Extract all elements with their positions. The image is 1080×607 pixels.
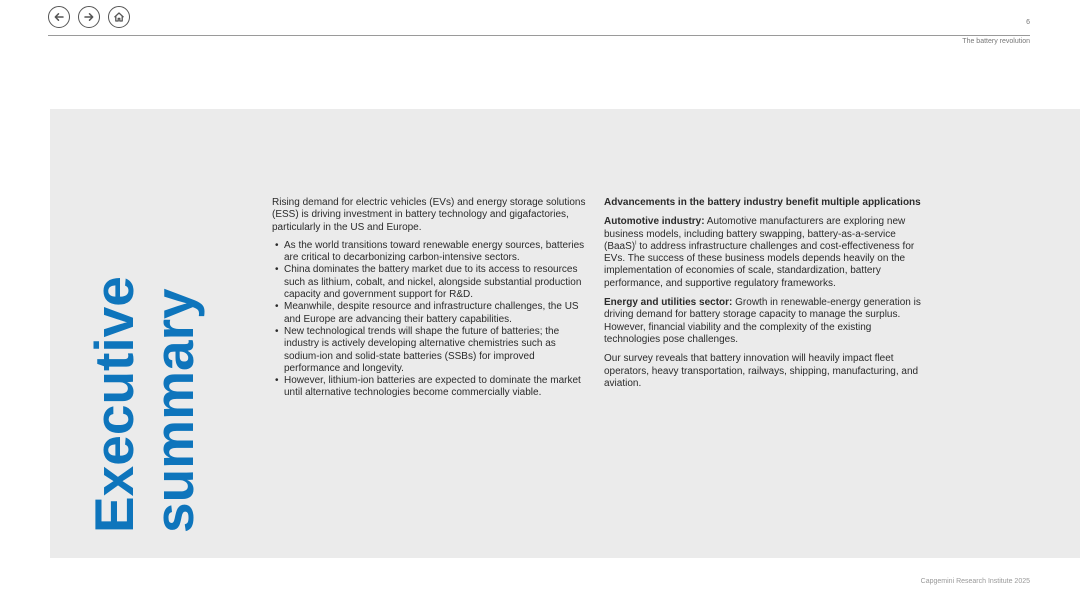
running-title: The battery revolution: [962, 38, 1030, 45]
page-number: 6: [1026, 19, 1030, 26]
home-icon: [112, 10, 126, 24]
automotive-label: Automotive industry:: [604, 216, 705, 228]
arrow-left-icon: [52, 10, 66, 24]
automotive-text-1: Automotive manufacturers are exploring new business models, including battery swapping, battery-as-a-service (BaaS): [604, 216, 906, 252]
section-title-line-1: Executive: [83, 276, 145, 533]
automotive-text-2: to address infrastructure challenges and cost-effectiveness for EVs. The success of these business models depends heavily on the implementation of economies of scale, standardization, battery performance, and supportive regulatory frameworks.: [604, 240, 915, 289]
right-column: [604, 197, 926, 397]
section-title: [84, 276, 204, 533]
automotive-paragraph: [604, 216, 926, 290]
bullet-item: • New technological trends will shape the future of batteries; the industry is actively developing alternative chemistries such as sodium-ion and solid-state batteries (SSBs) for improved performance and longevity.: [272, 326, 587, 375]
footnote-marker[interactable]: i: [635, 240, 637, 247]
survey-paragraph: Our survey reveals that battery innovation will heavily impact fleet operators, heavy transportation, railways, shipping, manufacturing, and aviation.: [604, 353, 919, 389]
energy-text: Growth in renewable-energy generation is driving demand for battery storage capacity to manage the surplus. However, financial viability and the complexity of the existing technologies pose challenges.: [604, 297, 921, 345]
bullet-list: [272, 240, 587, 400]
bullet-item: • China dominates the battery market due to its access to resources such as lithium, cobalt, and nickel, alongside substantial production capacity and government support for R&D.: [272, 264, 587, 301]
energy-label: Energy and utilities sector:: [604, 297, 733, 309]
intro-paragraph: Rising demand for electric vehicles (EVs) and energy storage solutions (ESS) is driving investment in battery technology and gigafactories, particularly in the US and Europe.: [272, 197, 586, 233]
section-title-line-2: summary: [143, 288, 205, 533]
arrow-right-icon: [82, 10, 96, 24]
forward-button[interactable]: [78, 6, 100, 28]
footer-credit: Capgemini Research Institute 2025: [920, 578, 1030, 585]
left-column: [272, 197, 587, 400]
bullet-item: • As the world transitions toward renewable energy sources, batteries are critical to decarbonizing carbon-intensive sectors.: [272, 240, 587, 265]
home-button[interactable]: [108, 6, 130, 28]
back-button[interactable]: [48, 6, 70, 28]
navigation-bar: [48, 6, 130, 28]
bullet-item: • Meanwhile, despite resource and infrastructure challenges, the US and Europe are advancing their battery capabilities.: [272, 301, 587, 326]
bullet-item: • However, lithium-ion batteries are expected to dominate the market until alternative technologies become commercially viable.: [272, 375, 587, 400]
header-divider: [48, 35, 1030, 36]
energy-paragraph: [604, 297, 926, 346]
applications-heading: Advancements in the battery industry benefit multiple applications: [604, 197, 921, 208]
